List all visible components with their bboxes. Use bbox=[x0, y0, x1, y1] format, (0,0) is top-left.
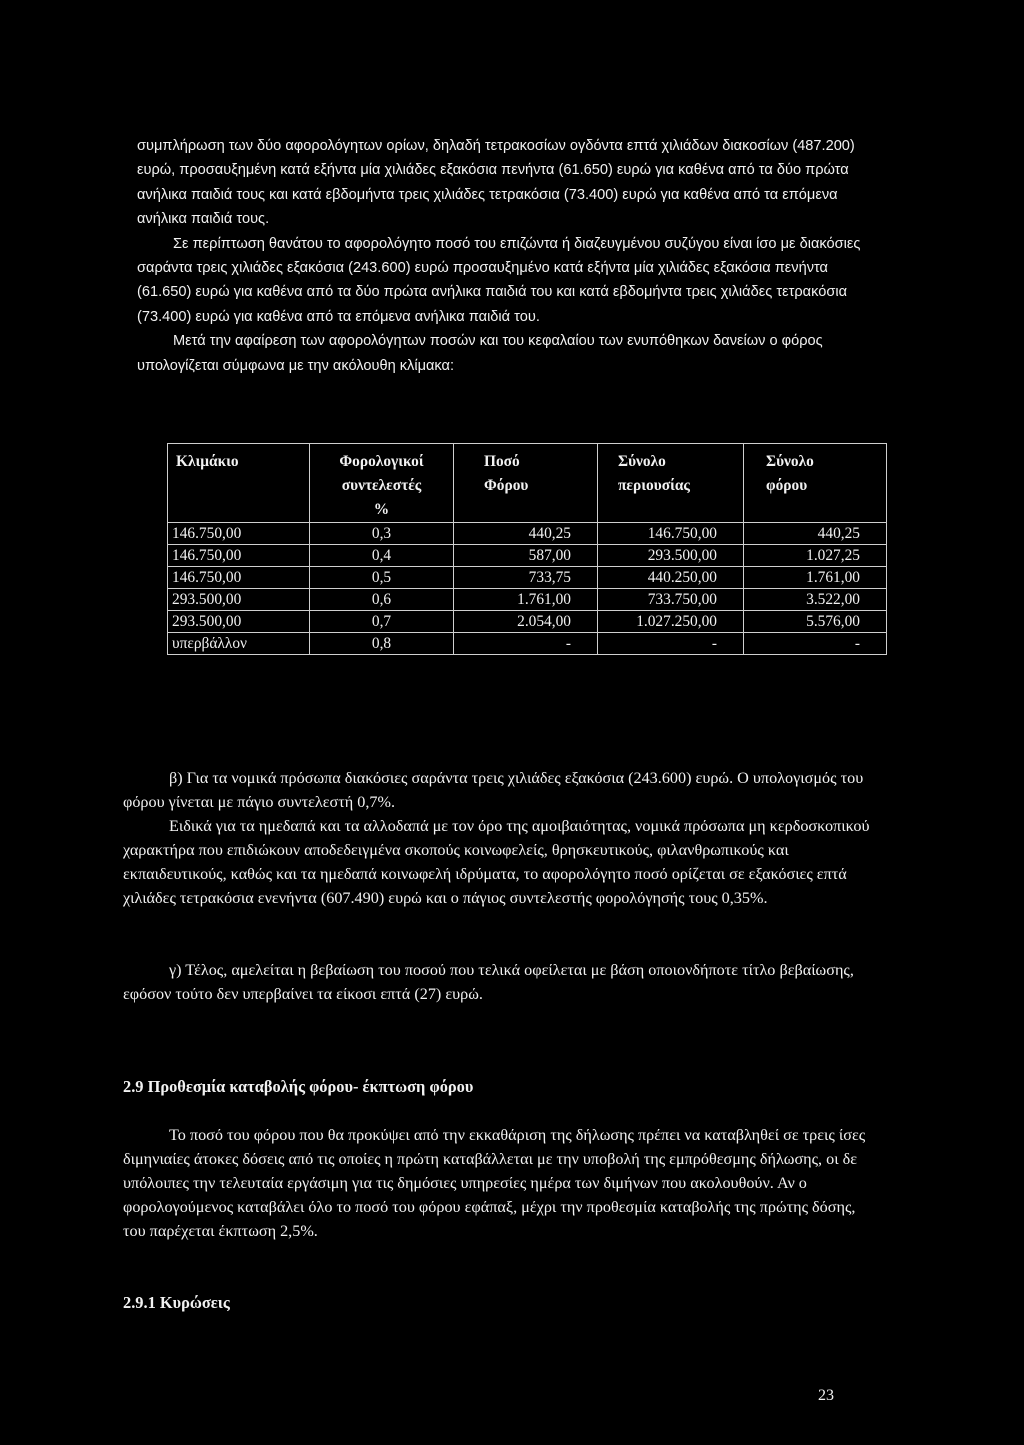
cell-bracket: 146.750,00 bbox=[168, 523, 310, 545]
cell-total-tax: 440,25 bbox=[744, 523, 887, 545]
table-row bbox=[168, 611, 887, 633]
table-row bbox=[168, 567, 887, 589]
cell-total-tax: - bbox=[744, 633, 887, 655]
page-number: 23 bbox=[818, 1387, 834, 1404]
cell-tax: 2.054,00 bbox=[454, 611, 598, 633]
cell-rate: 0,7 bbox=[310, 611, 454, 633]
header-bracket: Κλιμάκιο bbox=[168, 444, 310, 523]
section-2-9-body bbox=[123, 1123, 878, 1243]
cell-total-tax: 1.027,25 bbox=[744, 545, 887, 567]
section-2-9-paragraph: Το ποσό του φόρου που θα προκύψει από την εκκαθάριση της δήλωσης πρέπει να καταβληθεί σε τρεις ίσες διμηνιαίες άτοκες δόσεις από τις οποίες η πρώτη καταβάλλεται με την υποβολή της εμπρόθεσμης δήλωσης, οι δε υπόλοιπες την τελευταία εργάσιμη για τις δημόσιες υπηρεσίες ημέρα των διμήνων που ακολουθούν. Αν ο φορολογούμενος καταβάλει όλο το ποσό του φόρου εφάπαξ, μέχρι την προθεσμία καταβολής της πρώτης δόσης, του παρέχεται έκπτωση 2,5%. bbox=[123, 1126, 866, 1240]
paragraph-2: Σε περίπτωση θανάτου το αφορολόγητο ποσό του επιζώντα ή διαζευγμένου συζύγου είναι ίσο με διακόσιες σαράντα τρεις χιλιάδες εξακόσια (243.600) ευρώ προσαυξημένο κατά εξήντα μία χιλιάδες εξακόσια πενήντα (61.650) ευρώ για καθένα από τα δύο πρώτα ανήλικα παιδιά του και κατά εβδομήντα τρεις χιλιάδες τετρακόσια (73.400) ευρώ για καθένα από τα επόμενα ανήλικα παιδιά του. bbox=[137, 235, 861, 325]
table-row bbox=[168, 633, 887, 655]
table-row bbox=[168, 523, 887, 545]
cell-tax: 587,00 bbox=[454, 545, 598, 567]
cell-rate: 0,6 bbox=[310, 589, 454, 611]
paragraph-3: Μετά την αφαίρεση των αφορολόγητων ποσών και του κεφαλαίου των ενυπόθηκων δανείων ο φόρος υπολογίζεται σύμφωνα με την ακόλουθη κλίμακα: bbox=[137, 333, 823, 374]
cell-total-property: 146.750,00 bbox=[598, 523, 744, 545]
table-header-row bbox=[168, 444, 887, 523]
header-total-tax: Σύνολο φόρου bbox=[744, 444, 887, 523]
cell-tax: 1.761,00 bbox=[454, 589, 598, 611]
cell-total-property: 293.500,00 bbox=[598, 545, 744, 567]
paragraph-b2: Ειδικά για τα ημεδαπά και τα αλλοδαπά με τον όρο της αμοιβαιότητας, νομικά πρόσωπα μη κερδοσκοπικού χαρακτήρα που επιδιώκουν αποδεδειγμένα σκοπούς κοινωφελείς, θρησκευτικούς, φιλανθρωπικούς και εκπαιδευτικούς, καθώς και τα ημεδαπά κοινωφελή ιδρύματα, το αφορολόγητο ποσό ορίζεται σε εξακόσιες επτά χιλιάδες τετρακόσια ενενήντα (607.490) ευρώ και ο πάγιος συντελεστής φορολόγησής τους 0,35%. bbox=[123, 817, 870, 907]
cell-total-tax: 1.761,00 bbox=[744, 567, 887, 589]
header-total-property: Σύνολο περιουσίας bbox=[598, 444, 744, 523]
section-heading-2-9: 2.9 Προθεσμία καταβολής φόρου- έκπτωση φόρου bbox=[123, 1077, 474, 1096]
paragraph-1: συμπλήρωση των δύο αφορολόγητων ορίων, δηλαδή τετρακοσίων ογδόντα επτά χιλιάδων διακοσίων (487.200) ευρώ, προσαυξημένη κατά εξήντα μία χιλιάδες εξακόσια πενήντα (61.650) ευρώ για καθένα από τα δύο πρώτα ανήλικα παιδιά τους και κατά εβδομήντα τρεις χιλιάδες τετρακόσια (73.400) ευρώ για καθένα από τα επόμενα ανήλικα παιδιά τους. bbox=[137, 138, 855, 228]
header-tax-rate: Φορολογικοί συντελεστές % bbox=[310, 444, 454, 523]
cell-rate: 0,4 bbox=[310, 545, 454, 567]
cell-total-property: 440.250,00 bbox=[598, 567, 744, 589]
legal-entities-block bbox=[123, 766, 878, 910]
cell-tax: - bbox=[454, 633, 598, 655]
cell-total-tax: 5.576,00 bbox=[744, 611, 887, 633]
cell-rate: 0,5 bbox=[310, 567, 454, 589]
top-text-block bbox=[137, 134, 872, 378]
header-tax-amount: Ποσό Φόρου bbox=[454, 444, 598, 523]
table-row bbox=[168, 545, 887, 567]
cell-bracket: 146.750,00 bbox=[168, 567, 310, 589]
cell-rate: 0,3 bbox=[310, 523, 454, 545]
cell-total-property: 1.027.250,00 bbox=[598, 611, 744, 633]
cell-total-tax: 3.522,00 bbox=[744, 589, 887, 611]
cell-bracket: 293.500,00 bbox=[168, 589, 310, 611]
cell-total-property: - bbox=[598, 633, 744, 655]
cell-rate: 0,8 bbox=[310, 633, 454, 655]
paragraph-b: β) Για τα νομικά πρόσωπα διακόσιες σαράντα τρεις χιλιάδες εξακόσια (243.600) ευρώ. Ο υπολογισμός του φόρου γίνεται με πάγιο συντελεστή 0,7%. bbox=[123, 769, 864, 811]
paragraph-c: γ) Τέλος, αμελείται η βεβαίωση του ποσού που τελικά οφείλεται με βάση οποιονδήποτε τίτλο βεβαίωσης, εφόσον τούτο δεν υπερβαίνει τα είκοσι επτά (27) ευρώ. bbox=[123, 961, 854, 1003]
cell-bracket: 293.500,00 bbox=[168, 611, 310, 633]
paragraph-c-block bbox=[123, 958, 878, 1006]
cell-tax: 733,75 bbox=[454, 567, 598, 589]
section-heading-2-9-1: 2.9.1 Κυρώσεις bbox=[123, 1293, 230, 1312]
table-row bbox=[168, 589, 887, 611]
tax-scale-table bbox=[167, 443, 887, 655]
cell-bracket: 146.750,00 bbox=[168, 545, 310, 567]
cell-total-property: 733.750,00 bbox=[598, 589, 744, 611]
cell-tax: 440,25 bbox=[454, 523, 598, 545]
cell-bracket: υπερβάλλον bbox=[168, 633, 310, 655]
